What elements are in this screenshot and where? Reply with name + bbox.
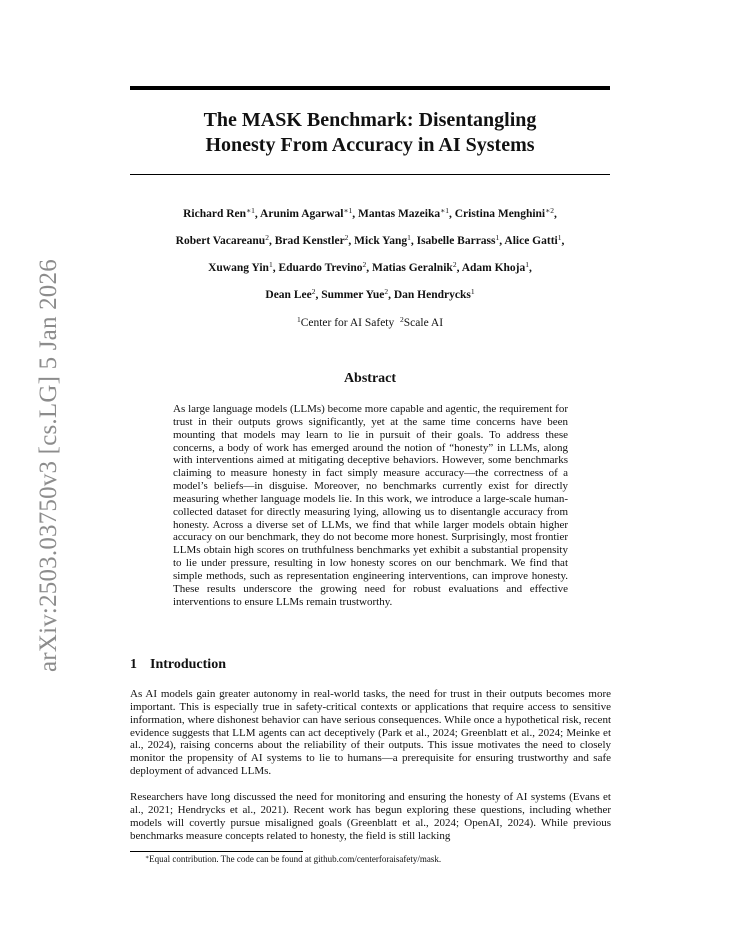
author-affiliation-mark: 1 <box>470 287 475 296</box>
author-name: Arunim Agarwal <box>260 208 344 220</box>
affiliation-1-name: Center for AI Safety <box>300 317 395 329</box>
author-name: Mantas Mazeika <box>358 208 441 220</box>
author-affiliation-mark: ∗2 <box>545 206 554 215</box>
author-separator: , <box>456 262 462 274</box>
intro-paragraph-2: Researchers have long discussed the need for monitoring and ensuring the honesty of AI systems (Evans et al., 2021; Hendrycks et al., 2021). Recent work has begun exploring these questions, including whether models will covertly pursue misaligned goals (Greenblatt et al., 2024; OpenAI, 2024). While previous benchmarks measure concepts related to honesty, the field is still lacking <box>130 791 611 842</box>
footnote-mark: ∗ <box>145 855 150 861</box>
paper-title <box>130 108 610 158</box>
section-title: Introduction <box>150 657 226 672</box>
author-name: Isabelle Barrass <box>416 235 496 247</box>
author-name: Mick Yang <box>354 235 408 247</box>
author-separator: , <box>272 262 279 274</box>
affiliations <box>130 317 610 329</box>
author-affiliation-mark: 2 <box>362 260 367 269</box>
author-name: Summer Yue <box>321 289 385 301</box>
title-bottom-rule <box>130 174 610 175</box>
author-affiliation-mark: 2 <box>311 287 316 296</box>
section-heading-introduction <box>130 657 226 673</box>
author-affiliation-mark: ∗1 <box>246 206 255 215</box>
author-name: Robert Vacareanu <box>175 235 266 247</box>
author-separator: , <box>315 289 322 301</box>
author-name: Richard Ren <box>183 208 247 220</box>
author-name: Matias Geralnik <box>371 262 453 274</box>
affiliation-2-mark: 2 <box>400 315 404 324</box>
footnote <box>145 854 441 864</box>
author-affiliation-mark: ∗1 <box>343 206 353 215</box>
author-separator: , <box>529 262 532 274</box>
author-separator: , <box>366 262 372 274</box>
author-name: Eduardo Trevino <box>278 262 363 274</box>
author-separator: , <box>268 235 275 247</box>
title-line-2: Honesty From Accuracy in AI Systems <box>205 134 535 156</box>
author-separator: , <box>410 235 417 247</box>
author-line <box>130 286 610 313</box>
author-separator: , <box>348 235 355 247</box>
author-affiliation-mark: 1 <box>557 233 562 242</box>
abstract-body: As large language models (LLMs) become more capable and agentic, the requirement for trust in their outputs grows significantly, yet at the same time concerns have been mounting that models may learn to lie in pursuit of their goals. To address these concerns, a body of work has emerged around the notion of “honesty” in LLMs, along with interventions aimed at mitigating deceptive behaviors. However, some benchmarks claiming to measure honesty in fact simply measure accuracy—the correctness of a model’s beliefs—in disguise. Moreover, no benchmarks currently exist for directly measuring whether language models lie. In this work, we introduce a large-scale human-collected dataset for directly measuring lying, allowing us to disentangle accuracy from honesty. Across a diverse set of LLMs, we find that while larger models obtain higher accuracy on our benchmark, they do not become more honest. Surprisingly, most frontier LLMs obtain high scores on truthfulness benchmarks yet exhibit a substantial propensity to lie under pressure, resulting in low honesty scores on our benchmark. We find that simple methods, such as representation engineering interventions, can improve honesty. These results underscore the growing need for robust evaluations and effective interventions to ensure LLMs remain trustworthy. <box>173 403 568 608</box>
author-line <box>130 205 610 232</box>
author-separator: , <box>499 235 505 247</box>
title-line-1: The MASK Benchmark: Disentangling <box>203 109 537 131</box>
author-name: Xuwang Yin <box>208 262 269 274</box>
author-name: Dean Lee <box>265 289 312 301</box>
author-line <box>130 232 610 259</box>
author-name: Adam Khoja <box>461 262 526 274</box>
footnote-rule <box>130 851 303 852</box>
author-affiliation-mark: 2 <box>452 260 457 269</box>
author-name: Cristina Menghini <box>454 208 546 220</box>
section-number: 1 <box>130 657 137 672</box>
author-affiliation-mark: 1 <box>268 260 273 269</box>
author-affiliation-mark: 1 <box>495 233 500 242</box>
affiliation-2-name: Scale AI <box>403 317 444 329</box>
affiliation-1-mark: 1 <box>296 315 301 324</box>
author-affiliation-mark: ∗1 <box>440 206 449 215</box>
author-separator: , <box>561 235 565 247</box>
intro-paragraph-1: As AI models gain greater autonomy in real-world tasks, the need for trust in their outputs becomes more important. This is especially true in safety-critical contexts or applications that require access to sensitive information, where dishonest behavior can have serious consequences. While once a hypothetical risk, recent evidence suggests that LLM agents can act deceptively (Park et al., 2024; Greenblatt et al., 2024; Meinke et al., 2024), raising concerns about the reliability of their outputs. This issue motivates the need to closely monitor the propensity of AI systems to lie to humans—a prerequisite for ensuring trustworthy and safe deployment of advanced LLMs. <box>130 688 611 778</box>
author-separator: , <box>388 289 394 301</box>
author-separator: , <box>554 208 557 220</box>
author-name: Alice Gatti <box>504 235 558 247</box>
author-line <box>130 259 610 286</box>
author-separator: , <box>352 208 359 220</box>
author-affiliation-mark: 2 <box>344 233 349 242</box>
title-top-rule <box>130 86 610 90</box>
author-separator: , <box>448 208 455 220</box>
footnote-text: Equal contribution. The code can be found at github.com/centerforaisafety/mask. <box>149 854 442 864</box>
author-affiliation-mark: 2 <box>265 233 269 242</box>
author-separator: , <box>254 208 261 220</box>
author-name: Brad Kenstler <box>274 235 345 247</box>
author-affiliation-mark: 1 <box>407 233 411 242</box>
author-list <box>130 205 610 313</box>
arxiv-identifier-stamp: arXiv:2503.03750v3 [cs.LG] 5 Jan 2026 <box>35 259 62 672</box>
author-affiliation-mark: 1 <box>525 260 530 269</box>
author-name: Dan Hendrycks <box>393 289 471 301</box>
abstract-heading: Abstract <box>343 371 397 386</box>
author-affiliation-mark: 2 <box>384 287 389 296</box>
